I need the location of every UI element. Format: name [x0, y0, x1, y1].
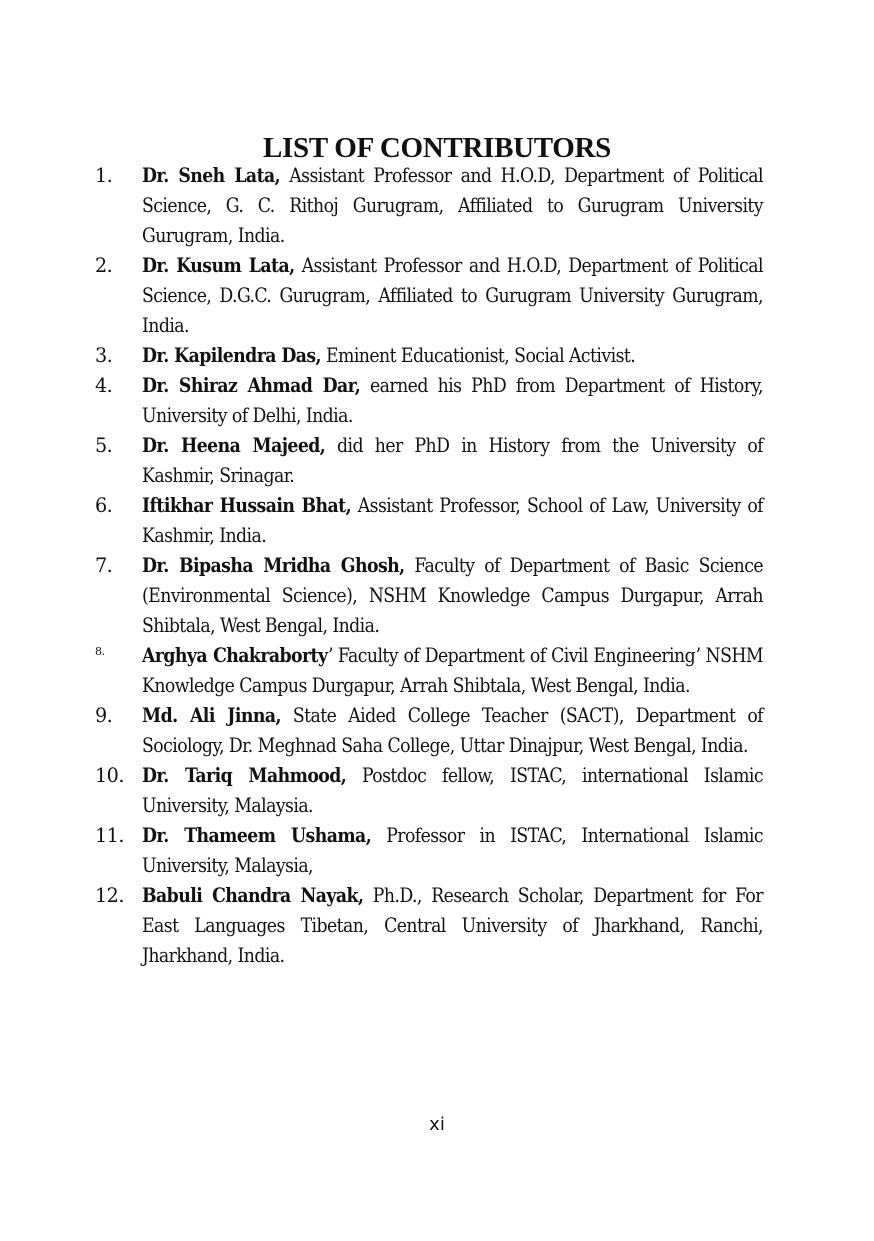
contributor-entry: [95, 251, 763, 341]
contributors-list: [95, 161, 763, 971]
contributor-affiliation: did her PhD in History from the University of Kashmir, Srinagar.: [142, 434, 763, 487]
contributor-name: Arghya Chakraborty: [142, 644, 328, 667]
entry-text: [142, 551, 763, 641]
entry-text: [142, 341, 763, 371]
contributor-name: Dr. Shiraz Ahmad Dar,: [142, 374, 361, 397]
contributor-name: Md. Ali Jinna,: [142, 704, 281, 727]
contributor-affiliation: Assistant Professor and H.O.D, Department of Political Science, G. C. Rithoj Gurugram, Affiliated to Gurugram University Gurugram, India.: [142, 164, 763, 247]
contributor-affiliation: Ph.D., Research Scholar, Department for For East Languages Tibetan, Central University of Jharkhand, Ranchi, Jharkhand, India.: [142, 884, 763, 967]
contributor-name: Dr. Sneh Lata,: [142, 164, 281, 187]
contributor-entry: [95, 161, 763, 251]
entry-number: 3.: [95, 344, 113, 367]
contributor-affiliation: Assistant Professor, School of Law, University of Kashmir, India.: [142, 494, 763, 547]
contributor-name: Dr. Heena Majeed,: [142, 434, 326, 457]
contributor-entry: [95, 701, 763, 761]
entry-number: 6.: [95, 494, 113, 517]
contributor-name: Babuli Chandra Nayak,: [142, 884, 364, 907]
entry-text: [142, 491, 763, 551]
entry-text: [142, 431, 763, 491]
contributor-affiliation: Faculty of Department of Basic Science (Environmental Science), NSHM Knowledge Campus Durgapur, Arrah Shibtala, West Bengal, India.: [142, 554, 763, 637]
entry-text: [142, 641, 763, 701]
entry-text: [142, 761, 763, 821]
contributor-entry: [95, 371, 763, 431]
contributor-name: Dr. Thameem Ushama,: [142, 824, 372, 847]
contributor-affiliation: Postdoc fellow, ISTAC, international Islamic University, Malaysia.: [142, 764, 763, 817]
contributor-name: Dr. Kusum Lata,: [142, 254, 295, 277]
contributor-entry: [95, 431, 763, 491]
entry-text: [142, 161, 763, 251]
contributor-entry: [95, 821, 763, 881]
contributor-entry: [95, 551, 763, 641]
contributor-affiliation: Assistant Professor and H.O.D, Department of Political Science, D.G.C. Gurugram, Affiliated to Gurugram University Gurugram, India.: [142, 254, 764, 337]
entry-number: 12.: [95, 884, 124, 907]
contributor-name: Dr. Tariq Mahmood,: [142, 764, 347, 787]
entry-text: [142, 371, 763, 431]
entry-text: [142, 821, 763, 881]
page-number: xi: [429, 1114, 445, 1135]
contributor-entry: [95, 881, 763, 971]
entry-text: [142, 701, 763, 761]
entry-number: 5.: [95, 434, 113, 457]
contributor-entry: [95, 341, 763, 371]
entry-text: [142, 251, 763, 341]
entry-text: [142, 881, 763, 971]
entry-number: 9.: [95, 704, 113, 727]
contributor-name: Dr. Kapilendra Das,: [142, 344, 322, 367]
contributor-affiliation: ʼ Faculty of Department of Civil Engineeringʼ NSHM Knowledge Campus Durgapur, Arrah Shibtala, West Bengal, India.: [142, 644, 763, 697]
contributor-affiliation: Eminent Educationist, Social Activist.: [321, 344, 636, 367]
page-title: LIST OF CONTRIBUTORS: [262, 132, 612, 165]
entry-number: 4.: [95, 374, 113, 397]
entry-number: 10.: [95, 764, 124, 787]
entry-number: 7.: [95, 554, 113, 577]
contributor-entry: [95, 491, 763, 551]
contributor-name: Iftikhar Hussain Bhat,: [142, 494, 352, 517]
contributor-name: Dr. Bipasha Mridha Ghosh,: [142, 554, 405, 577]
contributor-affiliation: Professor in ISTAC, International Islamic University, Malaysia,: [142, 824, 763, 877]
entry-number: 1.: [95, 164, 113, 187]
contributor-entry: [95, 641, 763, 701]
contributor-entry: [95, 761, 763, 821]
contributor-affiliation: earned his PhD from Department of History, University of Delhi, India.: [142, 374, 763, 427]
contributor-affiliation: State Aided College Teacher (SACT), Department of Sociology, Dr. Meghnad Saha College, Uttar Dinajpur, West Bengal, India.: [142, 704, 764, 757]
entry-number: 2.: [95, 254, 113, 277]
entry-number: 8.: [95, 645, 105, 658]
entry-number: 11.: [95, 824, 124, 847]
